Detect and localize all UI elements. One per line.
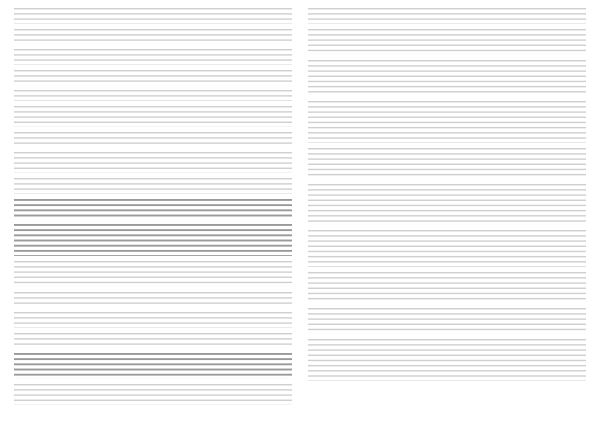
paragraph <box>14 152 292 173</box>
paragraph <box>14 90 292 100</box>
paragraph <box>14 70 292 86</box>
paragraph <box>308 339 586 381</box>
paragraph <box>14 29 292 45</box>
section-heading <box>14 224 292 255</box>
paragraph <box>308 272 586 303</box>
paragraph <box>14 312 292 328</box>
paragraph <box>308 308 586 334</box>
paragraph <box>14 49 292 65</box>
left-column <box>14 8 292 416</box>
paragraph <box>308 101 586 143</box>
paragraph <box>308 184 586 226</box>
paragraph <box>14 106 292 127</box>
paragraph <box>14 333 292 349</box>
paragraph <box>14 8 292 24</box>
paragraph <box>308 230 586 266</box>
paragraph <box>14 178 292 194</box>
paragraph <box>14 132 292 148</box>
section-heading <box>14 199 292 220</box>
paragraph <box>308 60 586 96</box>
paragraph <box>308 29 586 55</box>
paragraph <box>308 8 586 24</box>
right-column <box>308 8 586 416</box>
section-heading <box>14 353 292 379</box>
paragraph <box>14 292 292 308</box>
paragraph <box>14 384 292 405</box>
paragraph <box>308 148 586 179</box>
paragraph <box>14 261 292 287</box>
